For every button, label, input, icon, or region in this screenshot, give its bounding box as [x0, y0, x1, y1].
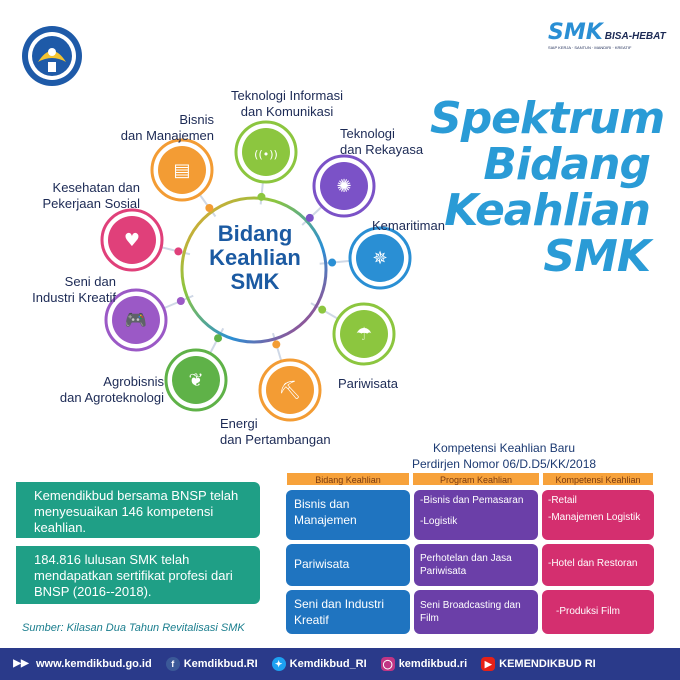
- node-ship-wheel: [350, 228, 410, 288]
- center-line-1: Bidang: [217, 221, 293, 246]
- footer-twitter[interactable]: [272, 657, 367, 671]
- footer-website-text: www.kemdikbud.go.id: [36, 658, 152, 670]
- node-label-line: dan Manajemen: [120, 128, 214, 143]
- center-label: [200, 222, 310, 294]
- instagram-icon: ◯: [382, 659, 393, 669]
- footer-facebook-text: Kemdikbud.RI: [183, 658, 258, 670]
- connector-dot: [306, 214, 314, 222]
- center-line-3: SMK: [230, 269, 280, 294]
- connector-dot: [174, 247, 182, 255]
- arrows-icon: ▶▶: [10, 657, 32, 671]
- table-header-bidang: Bidang Keahlian: [286, 472, 410, 486]
- node-label-line: dan Agroteknologi: [59, 390, 164, 405]
- footer-instagram-text: kemdikbud.ri: [398, 658, 468, 670]
- table-cell-kompetensi: -Hotel dan Restoran: [542, 544, 654, 586]
- node-label-line: Bisnis: [179, 112, 214, 127]
- footer-youtube[interactable]: [481, 657, 596, 671]
- node-label-line: Kemaritiman: [372, 218, 445, 233]
- footer-twitter-text: Kemdikbud_RI: [289, 658, 367, 670]
- footer-website[interactable]: [10, 657, 152, 671]
- leaf-icon: ❦: [188, 370, 204, 391]
- ship-wheel-icon: ✵: [372, 248, 388, 269]
- smk-sub-tagline: SIAP KERJA · SANTUN · MANDIRI · KREATIF: [548, 45, 632, 50]
- node-wifi: [236, 122, 296, 182]
- node-label-line: dan Komunikasi: [240, 104, 334, 119]
- node-label-teknologi-rekayasa: [340, 126, 423, 158]
- wifi-icon: ((•)): [254, 148, 278, 161]
- table-cell-bidang: Pariwisata: [286, 544, 410, 586]
- node-label-line: Seni dan: [64, 274, 116, 289]
- twitter-icon: ✦: [272, 657, 286, 671]
- node-label-line: dan Pertambangan: [220, 432, 331, 447]
- footer-bar: [0, 648, 680, 680]
- node-label-line: Energi: [220, 416, 258, 431]
- oil-pump-icon: ⛏: [278, 380, 302, 401]
- connector-dot: [177, 297, 185, 305]
- node-beach-umbrella: [334, 304, 394, 364]
- node-label-line: Kesehatan dan: [52, 180, 140, 195]
- table-header-kompetensi: Kompetensi Keahlian: [542, 472, 654, 486]
- connector-dot: [205, 204, 213, 212]
- connector-dot: [318, 306, 326, 314]
- node-heart-pulse: [102, 210, 162, 270]
- table-title-line-1: Kompetensi Keahlian Baru: [432, 441, 576, 455]
- node-label-line: Industri Kreatif: [32, 290, 116, 305]
- connector-dot: [328, 259, 336, 267]
- node-label-tik: [212, 88, 362, 120]
- node-document: [152, 140, 212, 200]
- molecule-icon: ✺: [336, 176, 352, 197]
- facebook-icon: f: [166, 657, 180, 671]
- info-box-lulusan: 184.816 lulusan SMK telah mendapatkan sertifikat profesi dari BNSP (2016--2018).: [16, 546, 260, 604]
- node-label-line: Pariwisata: [338, 376, 398, 391]
- table-cell-program: Perhotelan dan Jasa Pariwisata: [414, 544, 538, 586]
- node-label-line: Pekerjaan Sosial: [42, 196, 140, 211]
- node-label-line: Agrobisnis: [103, 374, 164, 389]
- node-label-bisnis: [108, 112, 214, 144]
- title-line-2: Bidang: [483, 139, 650, 190]
- source-note: Sumber: Kilasan Dua Tahun Revitalisasi SMK: [22, 622, 245, 634]
- program-item: -Logistik: [420, 516, 458, 527]
- table-cell-bidang: Bisnis dan Manajemen: [286, 490, 410, 540]
- connector-dot: [257, 193, 265, 201]
- table-title-line-2: Perdirjen Nomor 06/D.D5/KK/2018: [411, 457, 597, 471]
- connector-dot: [214, 334, 222, 342]
- table-cell-program: Seni Broadcasting dan Film: [414, 590, 538, 634]
- info-box-kompetensi: Kemendikbud bersama BNSP telah menyesuaikan 146 kompetensi keahlian.: [16, 482, 260, 538]
- node-label-energi: [220, 416, 331, 448]
- table-cell-bidang: Seni dan Industri Kreatif: [286, 590, 410, 634]
- program-item: -Bisnis dan Pemasaran: [420, 495, 524, 506]
- title-line-1: Spektrum: [430, 93, 665, 144]
- node-label-line: Teknologi Informasi: [231, 88, 343, 103]
- gamepad-icon: 🎮: [124, 310, 148, 331]
- node-label-kemaritiman: [372, 218, 445, 234]
- node-label-line: dan Rekayasa: [340, 142, 424, 157]
- node-label-line: Teknologi: [340, 126, 395, 141]
- footer-instagram[interactable]: [381, 657, 467, 671]
- youtube-icon: ▶: [481, 657, 495, 671]
- footer-youtube-text: KEMENDIKBUD RI: [499, 658, 596, 670]
- table-cell-program: [414, 490, 538, 540]
- footer-facebook[interactable]: [166, 657, 258, 671]
- node-label-pariwisata: [338, 376, 398, 392]
- node-oil-pump: [260, 360, 320, 420]
- beach-umbrella-icon: ☂: [355, 324, 373, 345]
- node-molecule: [314, 156, 374, 216]
- title-line-4: SMK: [543, 231, 650, 282]
- table-title: [356, 440, 652, 472]
- kompetensi-item: -Retail: [548, 495, 577, 506]
- table-cell-kompetensi: -Produksi Film: [542, 590, 654, 634]
- node-label-agrobisnis: [40, 374, 164, 406]
- heart-pulse-icon: ♥: [123, 230, 141, 251]
- center-line-2: Keahlian: [209, 245, 301, 270]
- node-leaf: [166, 350, 226, 410]
- table-header-program: Program Keahlian: [412, 472, 540, 486]
- smk-brand-text: SMK: [548, 20, 603, 45]
- document-icon: ▤: [173, 160, 191, 181]
- smk-tagline: BISA-HEBAT: [604, 31, 666, 42]
- title-line-3: Keahlian: [444, 185, 650, 236]
- node-label-seni: [16, 274, 116, 306]
- connector-dot: [272, 340, 280, 348]
- kompetensi-item: -Manajemen Logistik: [548, 512, 641, 523]
- node-label-kesehatan: [34, 180, 140, 212]
- table-cell-kompetensi: [542, 490, 654, 540]
